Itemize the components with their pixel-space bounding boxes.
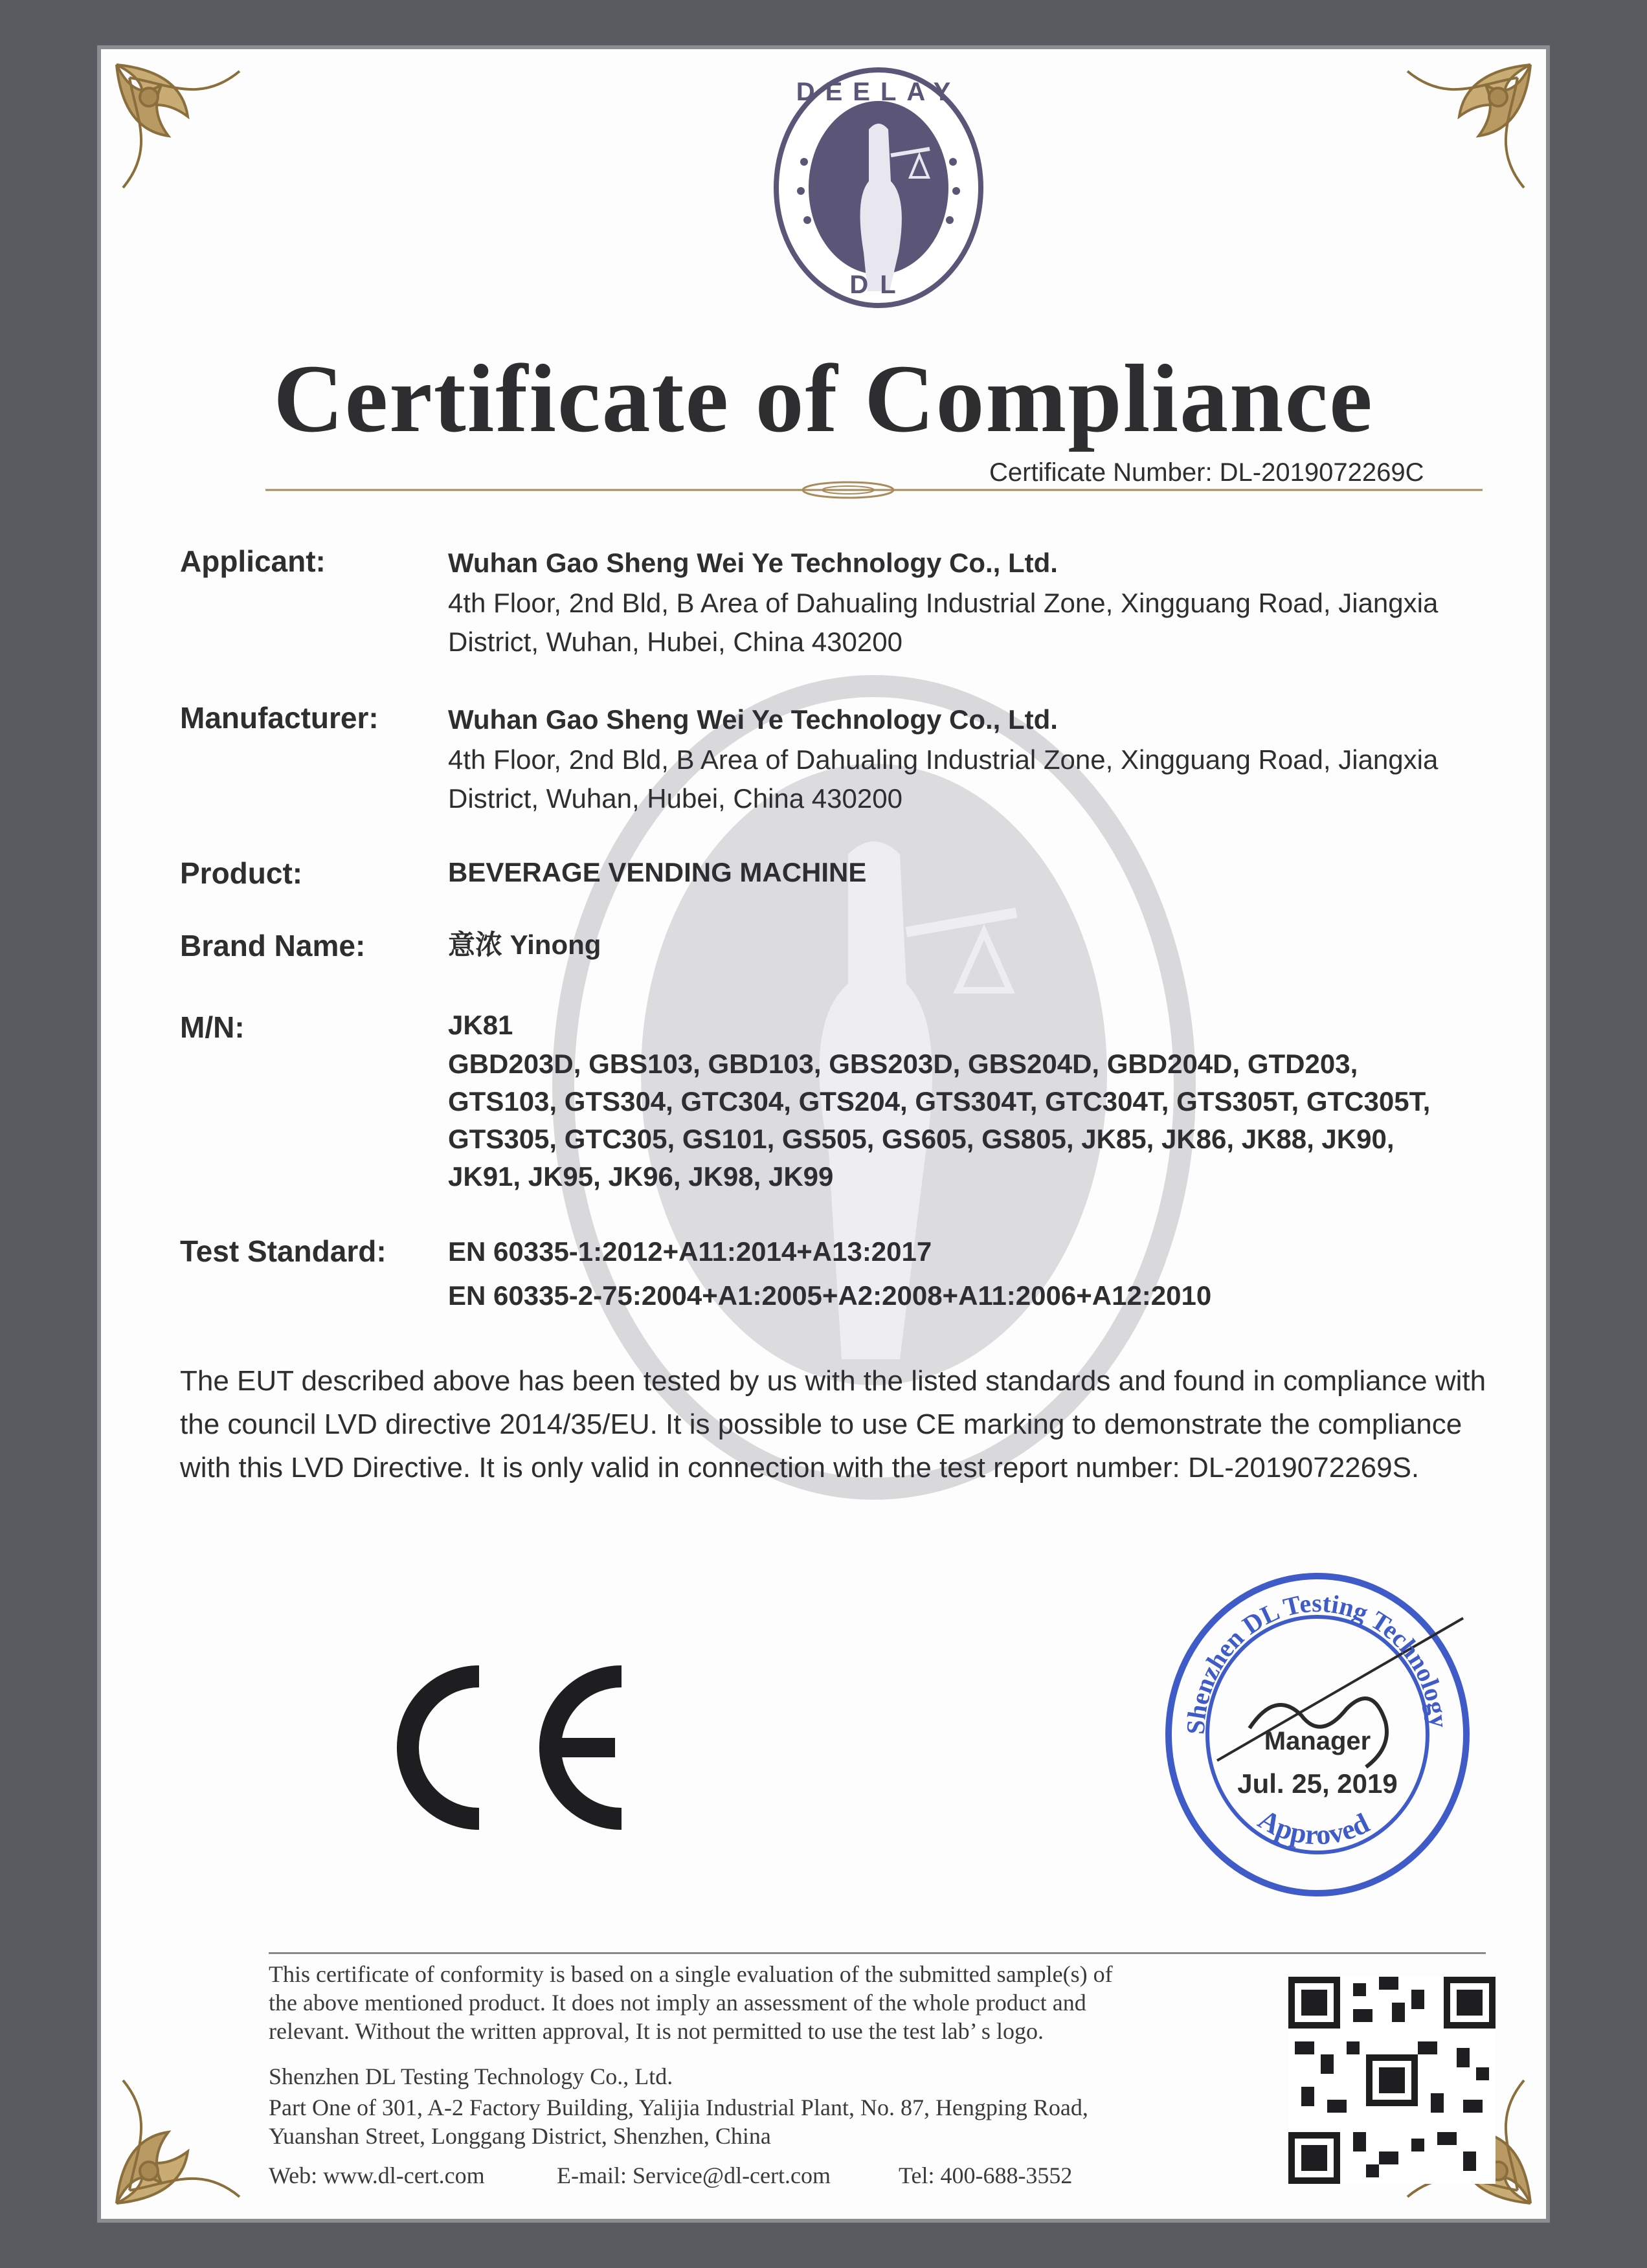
applicant-address-line1: 4th Floor, 2nd Bld, B Area of Dahualing Industrial Zone, Xingguang Road, Jiangxia <box>448 588 1439 618</box>
issuer-name: Shenzhen DL Testing Technology Co., Ltd. <box>269 2063 673 2089</box>
manufacturer-address-line2: District, Wuhan, Hubei, China 430200 <box>448 783 902 814</box>
corner-ornament-icon <box>1395 58 1537 201</box>
ce-mark-icon <box>363 1651 634 1845</box>
statement-line: the council LVD directive 2014/35/EU. It is possible to use CE marking to demonstrate the compliance <box>180 1408 1462 1440</box>
test-standard-label: Test Standard: <box>180 1234 387 1268</box>
statement-line: The EUT described above has been tested by us with the listed standards and found in compliance with <box>180 1365 1486 1397</box>
issuer-phone: Tel: 400-688-3552 <box>899 2162 1073 2188</box>
disclaimer-line: the above mentioned product. It does not imply an assessment of the whole product and <box>269 1990 1086 2016</box>
manufacturer-label: Manufacturer: <box>180 701 379 735</box>
test-standard-line: EN 60335-1:2012+A11:2014+A13:2017 <box>448 1236 932 1267</box>
product-label: Product: <box>180 856 303 890</box>
disclaimer <box>269 1960 1253 2045</box>
stamp-ring-text: Shenzhen DL Testing Technology <box>1180 1588 1454 1735</box>
manufacturer-name: Wuhan Gao Sheng Wei Ye Technology Co., Ltd. <box>448 704 1058 735</box>
issuer-email: E-mail: Service@dl-cert.com <box>557 2162 831 2188</box>
issuer-website: Web: www.dl-cert.com <box>269 2162 485 2188</box>
stamp-approved-text: Approved <box>1253 1803 1374 1851</box>
compliance-statement <box>180 1359 1552 1489</box>
applicant-address-line2: District, Wuhan, Hubei, China 430200 <box>448 627 902 657</box>
model-line: GTS103, GTS304, GTC304, GTS204, GTS304T, GTC304T, GTS305T, GTC305T, <box>448 1086 1431 1117</box>
signer-role: Manager <box>1264 1727 1371 1755</box>
test-standard-line: EN 60335-2-75:2004+A1:2005+A2:2008+A11:2006+A12:2010 <box>448 1280 1212 1311</box>
issuer-address-line1: Part One of 301, A-2 Factory Building, Yalijia Industrial Plant, No. 87, Hengping Road, <box>269 2095 1088 2120</box>
corner-ornament-icon <box>110 2067 252 2210</box>
approval-stamp <box>1159 1566 1476 1903</box>
model-line: GTS305, GTC305, GS101, GS505, GS605, GS805, JK85, JK86, JK88, JK90, <box>448 1124 1395 1154</box>
model-line: JK91, JK95, JK96, JK98, JK99 <box>448 1161 834 1192</box>
brand-label: Brand Name: <box>180 929 366 962</box>
issuer-address-line2: Yuanshan Street, Longgang District, Shenzhen, China <box>269 2123 771 2149</box>
disclaimer-line: relevant. Without the written approval, It is not permitted to use the test lab’ s logo. <box>269 2018 1044 2044</box>
footer-divider <box>269 1952 1486 1954</box>
disclaimer-line: This certificate of conformity is based on a single evaluation of the submitted sample(s) of <box>269 1961 1113 1987</box>
applicant-label: Applicant: <box>180 544 326 578</box>
logo-bottom-text: DL <box>849 271 908 299</box>
product-value: BEVERAGE VENDING MACHINE <box>448 857 867 887</box>
issuer-info <box>269 2062 1253 2150</box>
stamp-date: Jul. 25, 2019 <box>1237 1768 1398 1799</box>
logo-top-text: DEELAY <box>796 78 961 106</box>
manufacturer-address-line1: 4th Floor, 2nd Bld, B Area of Dahualing Industrial Zone, Xingguang Road, Jiangxia <box>448 744 1439 775</box>
corner-ornament-icon <box>110 58 252 201</box>
certificate-title: Certificate of Compliance <box>273 345 1374 452</box>
brand-value: 意浓 Yinong <box>448 929 601 960</box>
model-line: GBD203D, GBS103, GBD103, GBS203D, GBS204D, GBD204D, GTD203, <box>448 1049 1358 1079</box>
deelay-logo-icon <box>772 65 985 311</box>
statement-line: with this LVD Directive. It is only valid in connection with the test report number: DL-2019072269S. <box>180 1452 1420 1484</box>
certificate-number: Certificate Number: DL-2019072269C <box>989 458 1424 487</box>
model-label: M/N: <box>180 1010 245 1044</box>
model-line: JK81 <box>448 1010 513 1040</box>
applicant-name: Wuhan Gao Sheng Wei Ye Technology Co., Ltd. <box>448 548 1058 578</box>
qr-code-icon <box>1288 1977 1496 2184</box>
